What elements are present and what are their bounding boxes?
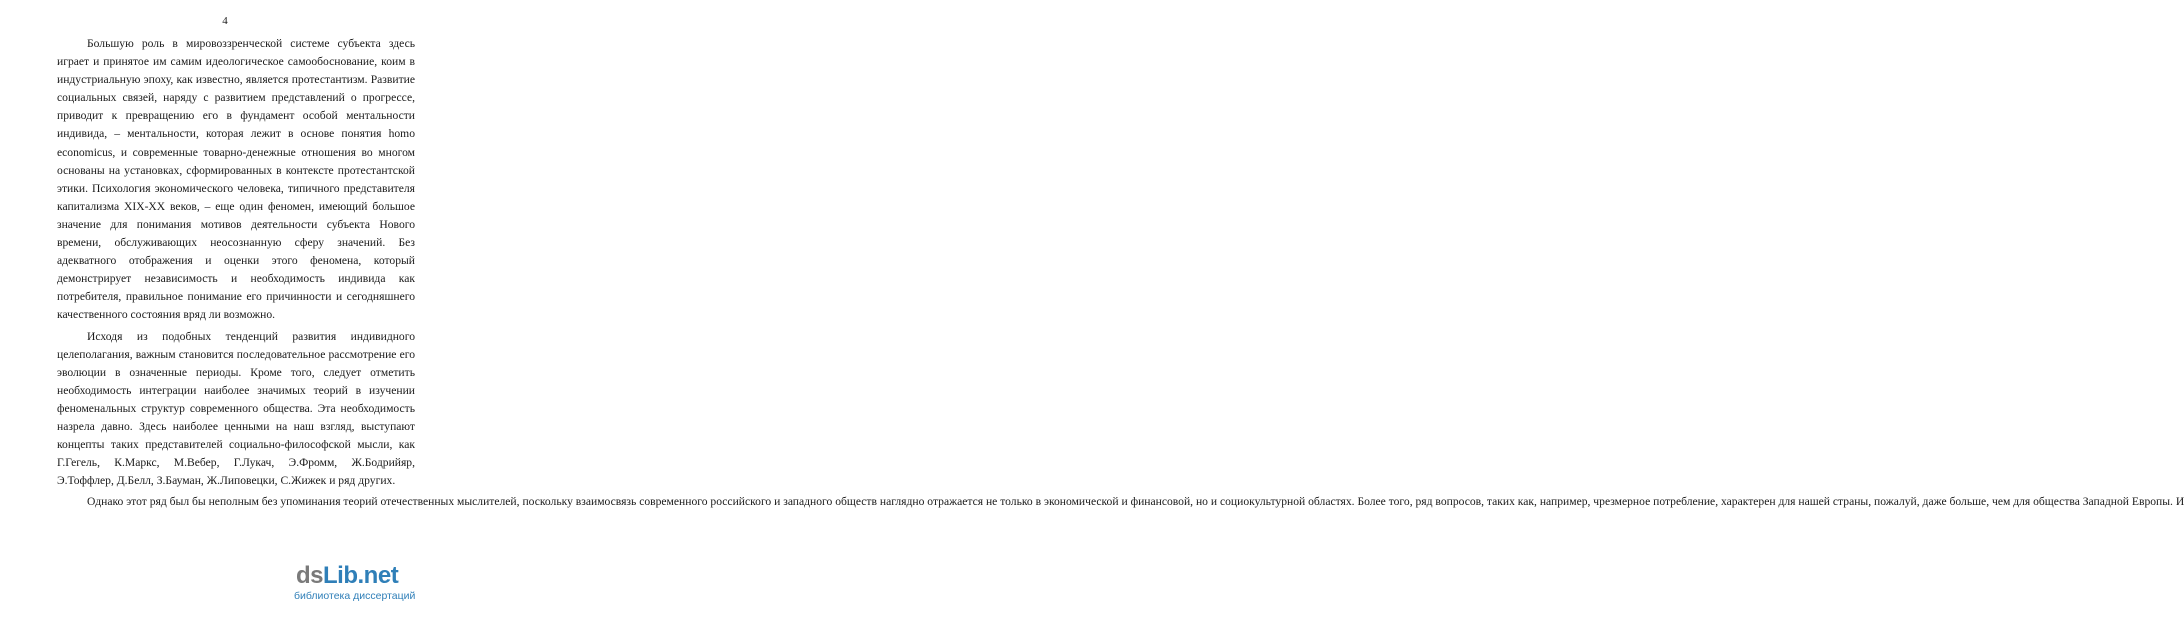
dslib-logo [296, 563, 398, 589]
page-number: 4 [222, 15, 228, 27]
logo-lib: Lib [323, 562, 358, 589]
dslib-watermark[interactable] [290, 563, 442, 605]
paragraph-2: Исходя из подобных тенденций развития индивидного целеполагания, важным становится последовательное рассмотрение его эволюции в означенные периоды. Кроме того, следует отметить необходимость интеграции наиболее значимых теорий в изучении феноменальных структур современного общества. Эта необходимость назрела давно. Здесь наиболее ценными на наш взгляд, выступают концепты таких представителей социально-философской мысли, как Г.Гегель, К.Маркс, М.Вебер, Г.Лукач, Э.Фромм, Ж.Бодрийяр, Э.Тоффлер, Д.Белл, З.Бауман, Ж.Липовецки, С.Жижек и ряд других. [57, 329, 415, 488]
paragraph-3: Однако этот ряд был бы неполным без упоминания теорий отечественных мыслителей, поскольку взаимосвязь современного российского и западного обществ наглядно отражается не только в экономической и финансовой, но и социокультурной областях. Более того, ряд вопросов, таких как, например, чрезмерное потребление, характерен для нашей страны, пожалуй, даже больше, чем для общества Западной Европы. И [87, 495, 2184, 509]
body-text [57, 35, 2184, 511]
paragraph-1: Большую роль в мировоззренческой системе субъекта здесь играет и принятое им самим идеологическое самообоснование, коим в индустриальную эпоху, как известно, является протестантизм. Развитие социальных связей, наряду с развитием представлений о прогрессе, приводит к превращению его в фундамент особой ментальности индивида, – ментальности, которая лежит в основе понятия homo economicus, и современные товарно-денежные отношения во многом основаны на установках, сформированных в контексте протестантской этики. Психология экономического человека, типичного представителя капитализма XIX-XX веков, – еще один феномен, имеющий большое значение для понимания мотивов деятельности субъекта Нового времени, обслуживающих неосознанную сферу значений. Без адекватного отображения и оценки этого феномена, который демонстрирует независимость и необходимость индивида как потребителя, правильное понимание его причинности и сегодняшнего качественного состояния вряд ли возможно. [57, 37, 415, 322]
watermark-caption: библиотека диссертаций [294, 590, 416, 602]
logo-ds: ds [296, 562, 324, 589]
logo-net: .net [357, 562, 399, 589]
